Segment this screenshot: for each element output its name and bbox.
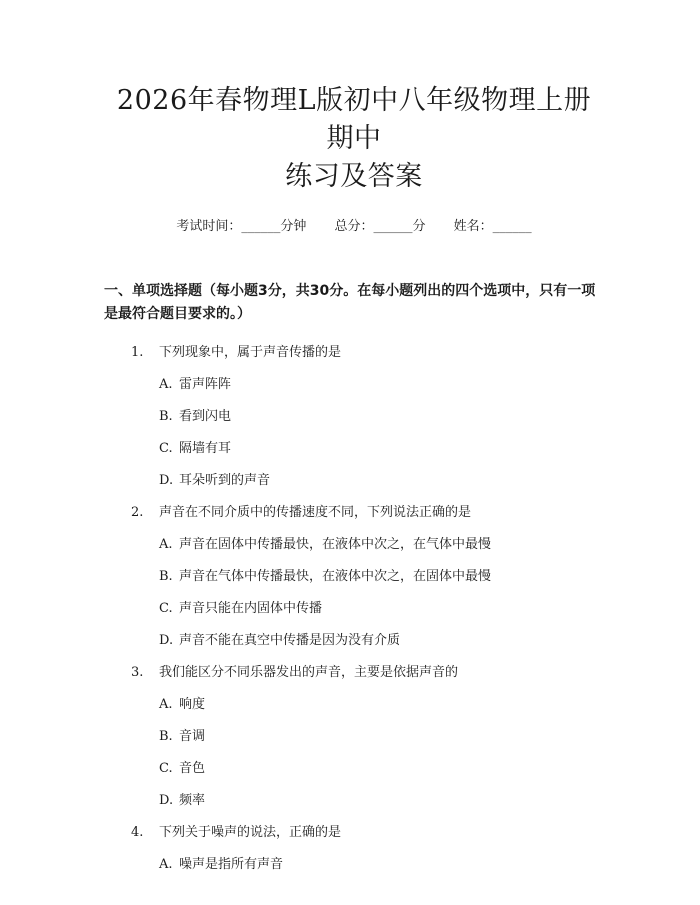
option-text: 声音在气体中传播最快，在液体中次之，在固体中最慢 bbox=[179, 569, 492, 584]
section-header: 一、单项选择题（每小题3分，共30分。在每小题列出的四个选项中，只有一项是最符合题目要求的。） bbox=[104, 283, 596, 322]
question-text: 下列关于噪声的说法，正确的是 bbox=[159, 825, 342, 840]
option-letter: B. bbox=[159, 569, 173, 584]
option-item bbox=[159, 568, 604, 586]
option-letter: D. bbox=[159, 793, 174, 808]
option-item bbox=[159, 696, 604, 714]
question-number: 2. bbox=[131, 505, 144, 520]
question-text: 声音在不同介质中的传播速度不同，下列说法正确的是 bbox=[159, 505, 472, 520]
option-text: 噪声是指所有声音 bbox=[179, 857, 284, 872]
option-list bbox=[104, 376, 604, 490]
exam-time-field: 考试时间：______分钟 bbox=[176, 219, 307, 234]
option-text: 音调 bbox=[179, 729, 206, 744]
option-list bbox=[104, 856, 604, 874]
option-text: 声音只能在内固体中传播 bbox=[179, 601, 323, 616]
option-text: 耳朵听到的声音 bbox=[179, 473, 271, 488]
option-letter: A. bbox=[159, 697, 173, 712]
option-text: 频率 bbox=[179, 793, 206, 808]
option-item bbox=[159, 408, 604, 426]
option-list bbox=[104, 696, 604, 810]
question-item bbox=[104, 664, 604, 810]
option-item bbox=[159, 792, 604, 810]
question-stem bbox=[104, 504, 604, 522]
question-text: 我们能区分不同乐器发出的声音，主要是依据声音的 bbox=[159, 665, 459, 680]
option-text: 声音不能在真空中传播是因为没有介质 bbox=[179, 633, 401, 648]
option-text: 响度 bbox=[179, 697, 206, 712]
title-line-1: 2026年春物理L版初中八年级物理上册期中 bbox=[116, 85, 592, 154]
option-text: 音色 bbox=[179, 761, 206, 776]
option-item bbox=[159, 440, 604, 458]
option-item bbox=[159, 600, 604, 618]
option-item bbox=[159, 536, 604, 554]
option-text: 雷声阵阵 bbox=[179, 377, 232, 392]
option-item bbox=[159, 472, 604, 490]
question-number: 3. bbox=[131, 665, 144, 680]
question-text: 下列现象中，属于声音传播的是 bbox=[159, 345, 342, 360]
option-letter: D. bbox=[159, 633, 174, 648]
student-name-field: 姓名：______ bbox=[453, 219, 532, 234]
option-letter: A. bbox=[159, 537, 173, 552]
option-text: 看到闪电 bbox=[179, 409, 232, 424]
option-item bbox=[159, 632, 604, 650]
question-stem bbox=[104, 824, 604, 842]
exam-info bbox=[104, 218, 604, 236]
option-letter: A. bbox=[159, 377, 173, 392]
question-number: 4. bbox=[131, 825, 144, 840]
option-text: 声音在固体中传播最快，在液体中次之，在气体中最慢 bbox=[179, 537, 492, 552]
total-score-field: 总分：______分 bbox=[334, 219, 426, 234]
option-letter: B. bbox=[159, 729, 173, 744]
question-stem bbox=[104, 664, 604, 682]
question-list bbox=[104, 344, 604, 874]
option-letter: D. bbox=[159, 473, 174, 488]
question-item bbox=[104, 344, 604, 490]
option-item bbox=[159, 728, 604, 746]
option-letter: C. bbox=[159, 601, 173, 616]
document-title bbox=[104, 0, 604, 196]
option-letter: A. bbox=[159, 857, 173, 872]
option-letter: C. bbox=[159, 441, 173, 456]
option-item bbox=[159, 760, 604, 778]
question-item bbox=[104, 504, 604, 650]
title-line-2: 练习及答案 bbox=[285, 161, 423, 192]
option-list bbox=[104, 536, 604, 650]
option-text: 隔墙有耳 bbox=[179, 441, 232, 456]
option-item bbox=[159, 856, 604, 874]
question-stem bbox=[104, 344, 604, 362]
option-letter: B. bbox=[159, 409, 173, 424]
option-letter: C. bbox=[159, 761, 173, 776]
question-number: 1. bbox=[131, 345, 144, 360]
question-item bbox=[104, 824, 604, 874]
option-item bbox=[159, 376, 604, 394]
